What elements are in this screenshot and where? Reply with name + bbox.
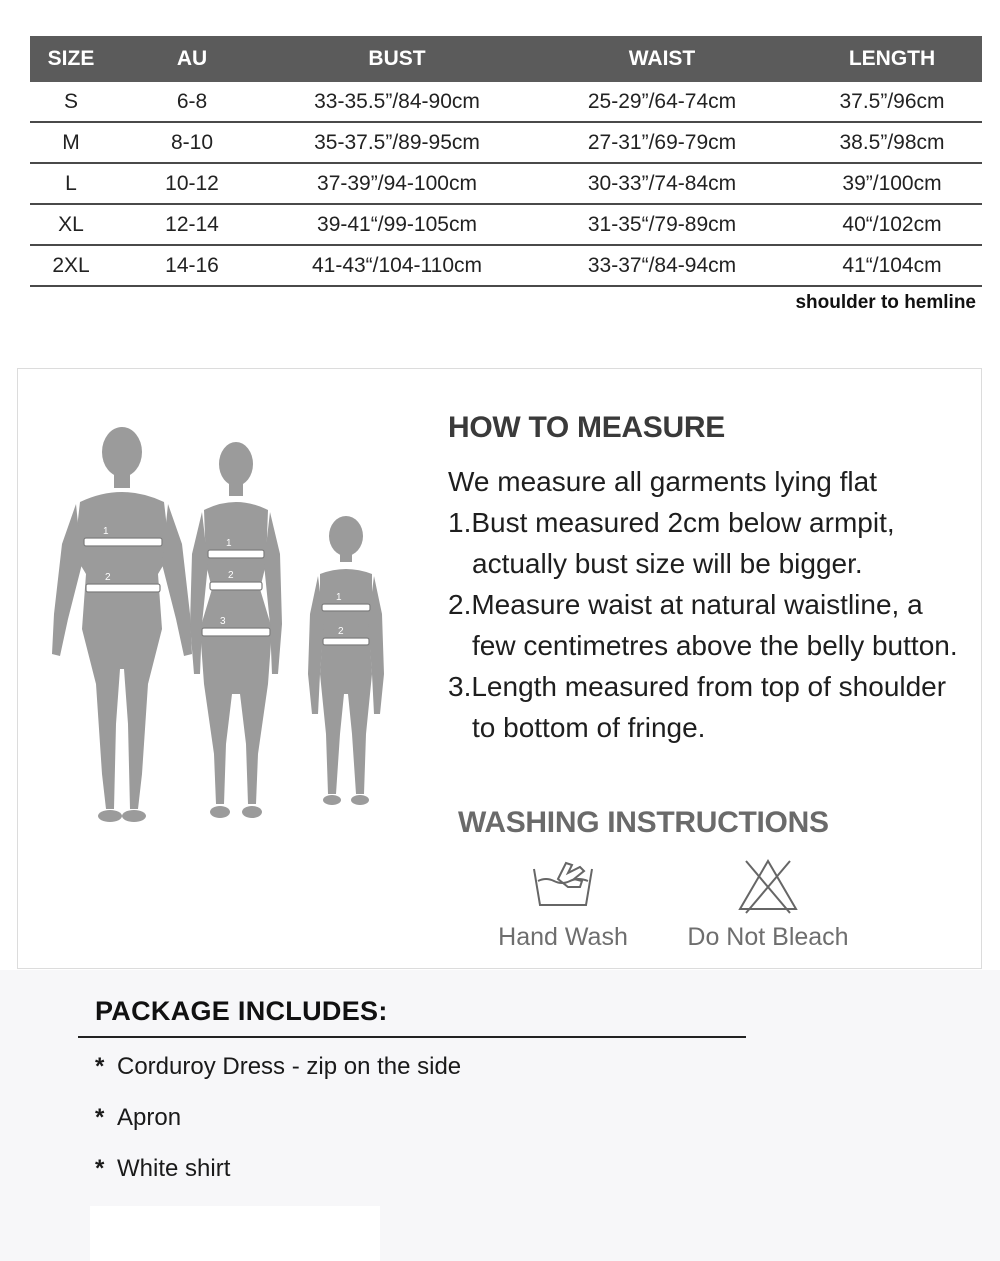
measure-instructions <box>448 461 988 748</box>
cell-au: 8-10 <box>170 130 214 154</box>
hand-wash-label: Hand Wash <box>498 923 628 951</box>
figure-label: 2 <box>105 572 111 583</box>
woman-waist-band <box>210 582 262 590</box>
do-not-bleach-item <box>683 857 853 952</box>
table-row <box>30 123 982 164</box>
cell-bust: 35-37.5”/89-95cm <box>314 130 480 154</box>
bullet-icon: * <box>95 1053 105 1080</box>
table-row <box>30 164 982 205</box>
list-item <box>95 1155 230 1183</box>
bullet-icon: * <box>95 1104 105 1131</box>
figure-label: 1 <box>103 526 109 537</box>
blank-area <box>90 1206 380 1261</box>
cell-waist: 27-31”/69-79cm <box>587 130 737 154</box>
cell-au: 14-16 <box>165 253 219 277</box>
package-includes-section <box>0 970 1000 1261</box>
cell-waist: 33-37“/84-94cm <box>587 253 737 277</box>
man-figure <box>52 427 192 822</box>
cell-waist: 25-29”/64-74cm <box>587 89 737 113</box>
header-size: SIZE <box>47 47 95 70</box>
body-figures-illustration <box>46 424 406 884</box>
man-bust-band <box>84 538 162 546</box>
cell-bust: 37-39”/94-100cm <box>317 171 477 195</box>
cell-length: 39”/100cm <box>842 171 942 195</box>
figure-label: 2 <box>338 626 344 637</box>
cell-au: 6-8 <box>176 89 208 113</box>
package-title: PACKAGE INCLUDES: <box>95 996 388 1026</box>
measure-step-2: 2.Measure waist at natural waistline, a <box>448 589 923 620</box>
measure-step-2-cont: few centimetres above the belly button. <box>472 630 958 661</box>
header-au: AU <box>176 47 208 70</box>
package-item-label: White shirt <box>117 1155 231 1182</box>
figure-label: 3 <box>220 616 226 627</box>
how-to-measure-title: HOW TO MEASURE <box>448 411 725 444</box>
length-note: shoulder to hemline <box>795 292 976 313</box>
measure-step-3-cont: to bottom of fringe. <box>472 712 706 743</box>
header-waist: WAIST <box>628 47 696 70</box>
cell-waist: 30-33”/74-84cm <box>587 171 737 195</box>
cell-bust: 39-41“/99-105cm <box>317 212 477 236</box>
size-chart-header <box>30 36 982 82</box>
cell-size: L <box>65 171 77 195</box>
child-figure <box>308 516 384 805</box>
cell-size: 2XL <box>52 253 90 277</box>
size-chart-table <box>30 36 982 287</box>
woman-bust-band <box>208 550 264 558</box>
cell-length: 37.5”/96cm <box>839 89 945 113</box>
measure-intro: We measure all garments lying flat <box>448 466 877 497</box>
package-divider <box>78 1036 746 1038</box>
header-length: LENGTH <box>848 47 936 70</box>
woman-hip-band <box>202 628 270 636</box>
cell-length: 38.5”/98cm <box>839 130 945 154</box>
man-waist-band <box>86 584 160 592</box>
table-row <box>30 205 982 246</box>
do-not-bleach-label: Do Not Bleach <box>687 923 849 951</box>
list-item <box>95 1053 461 1081</box>
cell-size: S <box>63 89 78 113</box>
do-not-bleach-icon <box>736 857 800 915</box>
cell-au: 12-14 <box>165 212 219 236</box>
measure-panel <box>17 368 982 969</box>
cell-length: 40“/102cm <box>842 212 942 236</box>
cell-waist: 31-35“/79-89cm <box>587 212 737 236</box>
child-waist-band <box>323 638 369 645</box>
hand-wash-item <box>488 857 638 952</box>
figure-label: 1 <box>336 592 342 603</box>
cell-bust: 41-43“/104-110cm <box>311 253 483 277</box>
package-item-label: Corduroy Dress - zip on the side <box>117 1053 462 1080</box>
cell-au: 10-12 <box>165 171 219 195</box>
measure-step-1: 1.Bust measured 2cm below armpit, <box>448 507 895 538</box>
cell-length: 41“/104cm <box>842 253 942 277</box>
cell-size: M <box>62 130 80 154</box>
header-bust: BUST <box>368 47 426 70</box>
package-item-label: Apron <box>117 1104 182 1131</box>
measure-step-3: 3.Length measured from top of shoulder <box>448 671 947 702</box>
cell-size: XL <box>58 212 84 236</box>
table-row <box>30 246 982 287</box>
measure-step-1-cont: actually bust size will be bigger. <box>472 548 863 579</box>
washing-instructions-title: WASHING INSTRUCTIONS <box>458 806 829 839</box>
list-item <box>95 1104 181 1132</box>
figure-label: 2 <box>228 570 234 581</box>
bullet-icon: * <box>95 1155 105 1182</box>
child-bust-band <box>322 604 370 611</box>
figure-label: 1 <box>226 538 232 549</box>
hand-wash-icon <box>528 857 598 913</box>
cell-bust: 33-35.5”/84-90cm <box>314 89 480 113</box>
table-row <box>30 82 982 123</box>
